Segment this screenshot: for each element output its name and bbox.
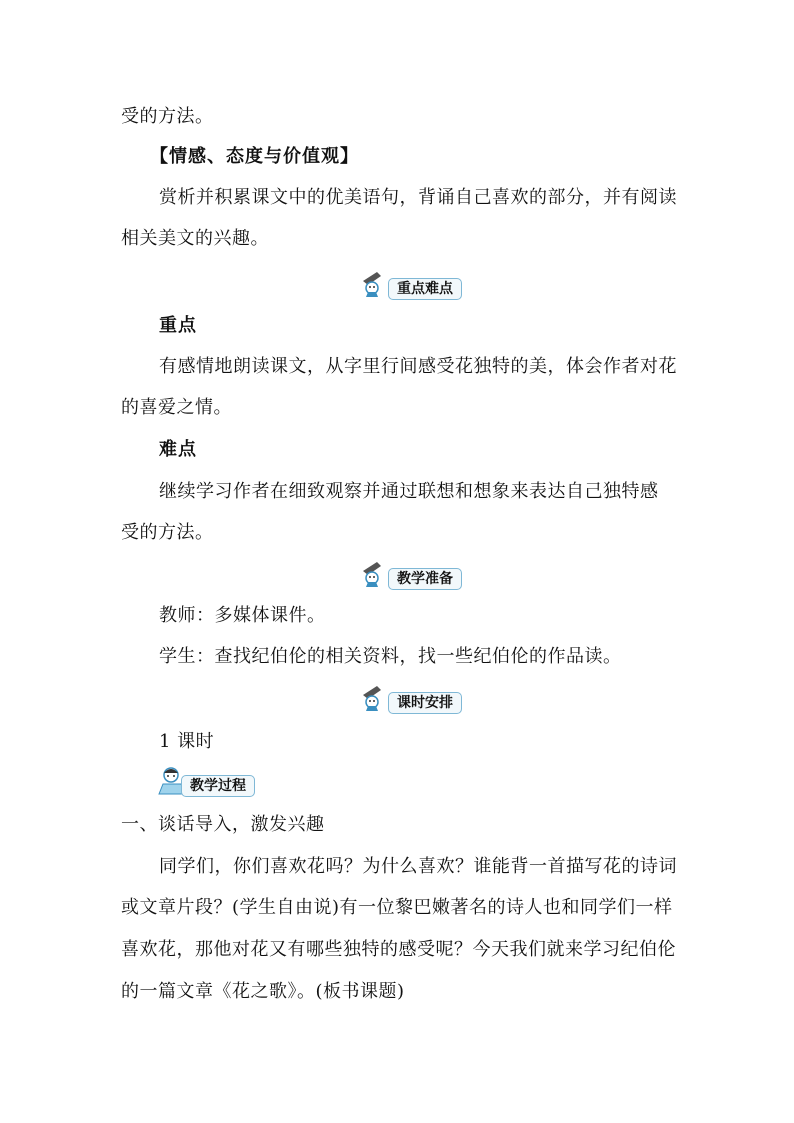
text-line: 受的方法。 xyxy=(121,106,214,127)
key-heading: 重点 xyxy=(159,315,197,336)
text-line: 受的方法。 xyxy=(121,522,214,543)
text-line: 继续学习作者在细致观察并通过联想和想象来表达自己独特感 xyxy=(159,481,659,502)
class-hours: 1 课时 xyxy=(159,731,215,752)
section-heading-emotion: 【情感、态度与价值观】 xyxy=(150,146,359,167)
badge-label: 重点难点 xyxy=(388,278,462,300)
text-line: 赏析并积累课文中的优美语句，背诵自己喜欢的部分，并有阅读 xyxy=(159,187,677,208)
text-line: 相关美文的兴趣。 xyxy=(121,228,269,249)
text-line: 或文章片段？(学生自由说)有一位黎巴嫩著名的诗人也和同学们一样 xyxy=(121,897,673,918)
badge-label: 教学准备 xyxy=(388,568,462,590)
text-line: 喜欢花，那他对花又有哪些独特的感受呢？今天我们就来学习纪伯伦 xyxy=(121,939,676,960)
text-line: 的喜爱之情。 xyxy=(121,397,232,418)
badge-label: 教学过程 xyxy=(181,775,255,797)
badge-label: 课时安排 xyxy=(388,692,462,714)
student-prep: 学生：查找纪伯伦的相关资料，找一些纪伯伦的作品读。 xyxy=(159,646,622,667)
text-line: 同学们，你们喜欢花吗？为什么喜欢？谁能背一首描写花的诗词 xyxy=(159,856,677,877)
step-heading: 一、谈话导入，激发兴趣 xyxy=(121,814,325,835)
text-line: 有感情地朗读课文，从字里行间感受花独特的美，体会作者对花 xyxy=(159,356,677,377)
difficulty-heading: 难点 xyxy=(159,439,197,460)
text-line: 的一篇文章《花之歌》。(板书课题) xyxy=(121,981,405,1002)
teacher-prep: 教师：多媒体课件。 xyxy=(159,605,326,626)
